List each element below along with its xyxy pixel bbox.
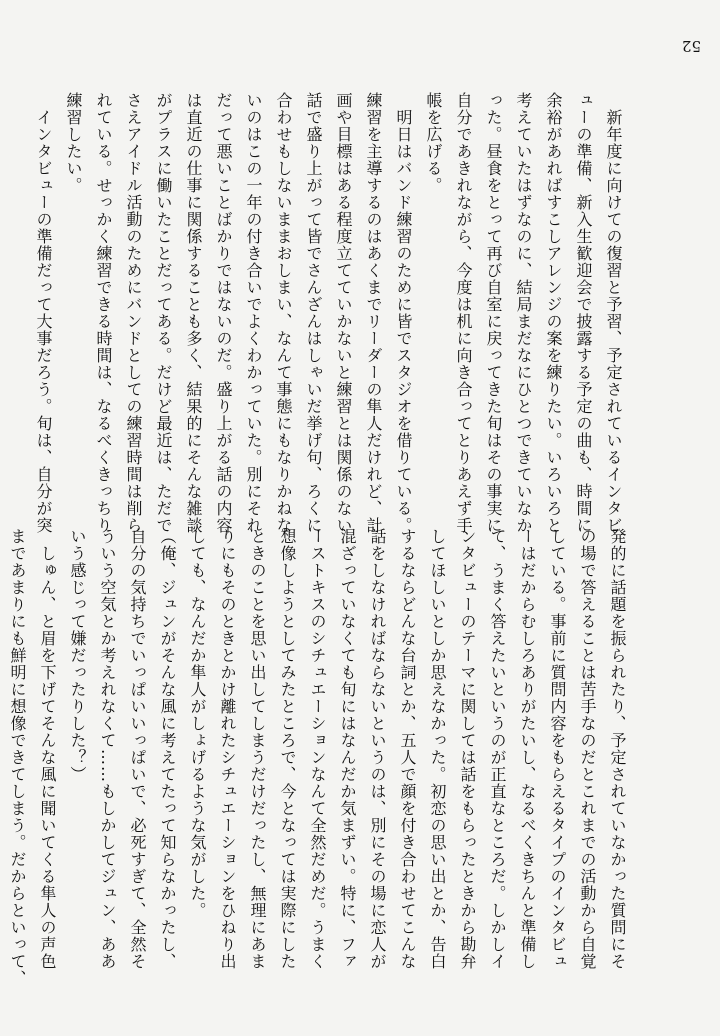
text-line: いのはこの一年の付き合いでよくわかっていた。別にそれ [244, 92, 263, 534]
text-line: ューの準備、新入生歓迎会で披露する予定の曲も、時間に [574, 92, 593, 534]
page-number: 52 [682, 37, 702, 55]
text-line: 話で盛り上がって皆でさんざんはしゃいだ挙げ句、ろくに [304, 92, 323, 534]
text-line: ういう空気とか考えれなくて……もしかしてジュン、ああ [98, 528, 117, 970]
text-line: 発的に話題を振られたり、予定されていなかった質問にそ [608, 528, 627, 970]
text-line: ーはだからむしろありがたいし、なるべくきちんと準備し [518, 528, 537, 970]
text-line: れている。せっかく練習できる時間は、なるべくきっちり [94, 92, 113, 534]
text-line: ときのことを思い出してしまうだけだったし、無理にあま [248, 528, 267, 970]
text-line: 考えていたはずなのに、結局まだなにひとつできていなか [514, 92, 533, 534]
text-line: さえアイドル活動のためにバンドとしての練習時間は削ら [124, 92, 143, 534]
text-line: ンタビューのテーマに関しては話をもらったときから勘弁 [458, 528, 477, 970]
text-line: 画や目標はある程度立てていかないと練習とは関係のない [334, 92, 353, 534]
text-line: 話をしなければならないというのは、別にその場に恋人が [368, 528, 387, 970]
text-line: 余裕があればすこしアレンジの案を練りたい。いろいろと [544, 92, 563, 534]
text-line: ーストキスのシチュエーションなんて全然だめだ。うまく [308, 528, 327, 970]
text-line: しても、なんだか隼人がしょげるような気がした。 [188, 528, 207, 919]
text-line: の場で答えることは苦手なのだとこれまでの活動から自覚 [578, 528, 597, 970]
text-line: がプラスに働いたことだってある。だけど最近は、ただで [154, 92, 173, 534]
text-line: 練習したい。 [64, 92, 83, 194]
text-line: て、うまく答えたいというのが正直なところだ。しかしイ [488, 528, 507, 970]
text-line: は直近の仕事に関係することも多く、結果的にそんな雑談 [184, 92, 203, 534]
text-line: インタビューの準備だって大事だろう。旬は、自分が突 [34, 92, 53, 534]
text-line: （俺、ジュンがそんな風に考えてたって知らなかったし、 [158, 528, 177, 970]
text-line: りにもそのときとかけ離れたシチュエーションをひねり出 [218, 528, 237, 970]
text-line: 明日はバンド練習のために皆でスタジオを借りている。 [394, 92, 413, 534]
text-line: している。事前に質問内容をもらえるタイプのインタビュ [548, 528, 567, 970]
text-line: 合わせもしないままおしまい、なんて事態にもなりかねな [274, 92, 293, 534]
lower-text-block [8, 528, 632, 987]
text-line: 新年度に向けての復習と予習、予定されているインタビ [604, 92, 623, 534]
text-line: 自分の気持ちでいっぱいいっぱいで、必死すぎて、全然そ [128, 528, 147, 970]
upper-text-block [34, 92, 628, 534]
text-line: 混ざっていなくても旬にはなんだか気まずい。特に、ファ [338, 528, 357, 970]
text-line: 帳を広げる。 [424, 92, 443, 194]
text-line: するならどんな台詞とか、五人で顔を付き合わせてこんな [398, 528, 417, 970]
text-line: まであまりにも鮮明に想像できてしまう。だからといって、 [8, 528, 27, 987]
text-line: 自分であきれながら、今度は机に向き合ってとりあえず手 [454, 92, 473, 534]
text-line: った。昼食をとって再び自室に戻ってきた旬はその事実に [484, 92, 503, 534]
text-line: 想像しようとしてみたところで、今となっては実際にした [278, 528, 297, 970]
text-line: してほしいとしか思えなかった。初恋の思い出とか、告白 [428, 528, 447, 970]
text-line: しゅん、と眉を下げてそんな風に聞いてくる隼人の声色 [38, 528, 57, 970]
text-line: だって悪いことばかりではないのだ。盛り上がる話の内容 [214, 92, 233, 534]
text-line: 練習を主導するのはあくまでリーダーの隼人だけれど、計 [364, 92, 383, 534]
text-line: いう感じって嫌だったりした？） [68, 528, 87, 783]
